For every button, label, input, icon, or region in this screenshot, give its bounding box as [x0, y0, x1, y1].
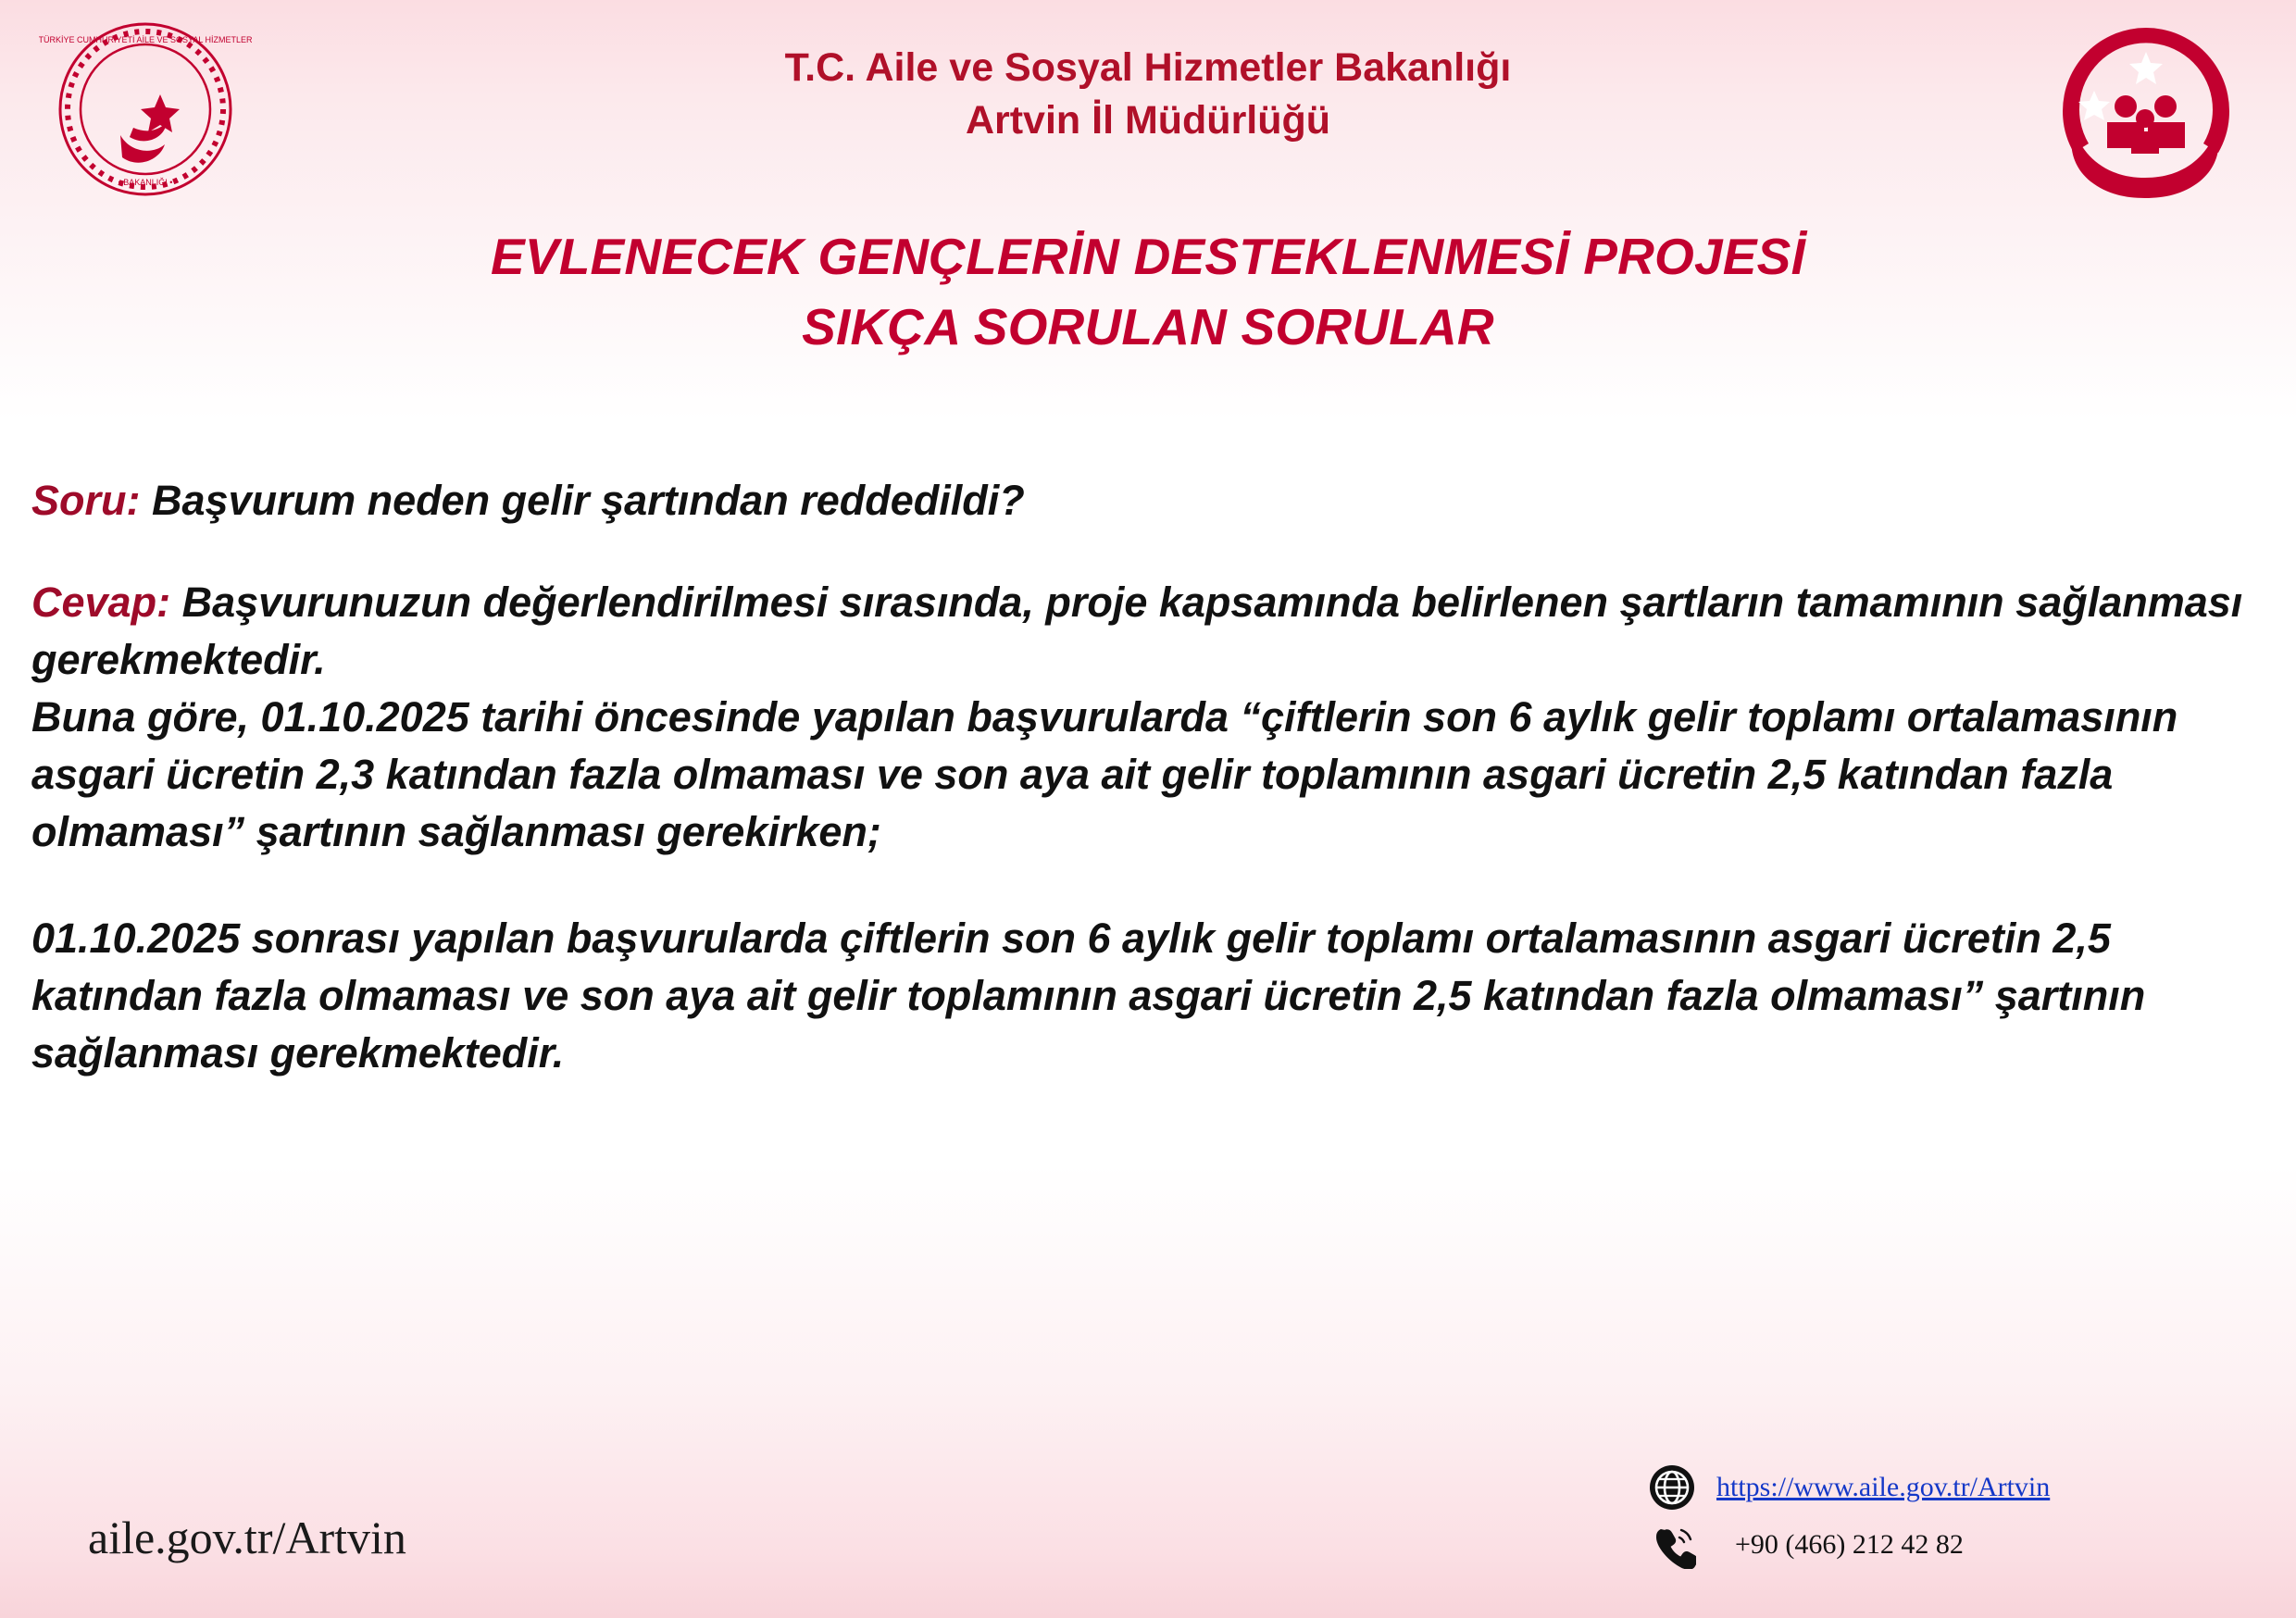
poster-header — [0, 0, 2296, 355]
question-answer-block — [31, 472, 2263, 1082]
footer-site-short: aile.gov.tr/Artvin — [88, 1512, 406, 1563]
svg-text:TÜRKİYE CUMHURİYETİ AİLE VE SO: TÜRKİYE CUMHURİYETİ AİLE VE SOSYAL HİZMETLER — [39, 35, 252, 44]
svg-text:• BAKANLIĞI •: • BAKANLIĞI • — [118, 178, 173, 187]
answer-label: Cevap: — [31, 579, 171, 627]
family-social-services-logo-icon — [2046, 19, 2245, 199]
website-link[interactable]: https://www.aile.gov.tr/Artvin — [1716, 1472, 2051, 1502]
faq-content — [31, 472, 2263, 1082]
phone-number: +90 (466) 212 42 82 — [1735, 1529, 1964, 1560]
answer-text-1: Başvurunuzun değerlendirilmesi sırasında, proje kapsamında belirlenen şartların tamamının sağlanması gerekmektedir. — [31, 579, 2243, 684]
answer-paragraph-3: 01.10.2025 sonrası yapılan başvurularda çiftlerin son 6 aylık gelir toplamı ortalamasının asgari ücretin 2,5 katından fazla olmaması ve son aya ait gelir toplamının asgari ücretin 2,5 katından fazla olmaması” şartının sağlanması gerekmektedir. — [31, 914, 2146, 1077]
page-title — [491, 222, 1805, 363]
answer-paragraph-2: Buna göre, 01.10.2025 tarihi öncesinde yapılan başvurularda “çiftlerin son 6 aylık gelir toplamı ortalamasının asgari ücretin 2,3 katından fazla olmaması ve son aya ait gelir toplamının asgari ücretin 2,5 katından fazla olmaması” şartının sağlanması gerekirken; — [31, 693, 2178, 856]
ministry-title-line2: Artvin İl Müdürlüğü — [965, 97, 1331, 143]
question-line — [31, 472, 2263, 529]
answer-paragraph-1 — [31, 574, 2263, 689]
page-title-line1: EVLENECEK GENÇLERİN DESTEKLENMESİ PROJESİ — [490, 228, 1806, 285]
contact-phone-row[interactable] — [1648, 1516, 2240, 1574]
ministry-title — [785, 42, 1512, 147]
question-text: Başvurum neden gelir şartından reddedildi? — [152, 477, 1025, 524]
turkish-ministry-emblem-icon — [39, 17, 252, 202]
page-title-line2: SIKÇA SORULAN SORULAR — [802, 297, 1494, 355]
ministry-title-line1: T.C. Aile ve Sosyal Hizmetler Bakanlığı — [784, 45, 1512, 90]
globe-icon — [1648, 1463, 1696, 1512]
footer-contact — [1648, 1459, 2240, 1574]
phone-icon — [1648, 1521, 1696, 1569]
question-label: Soru: — [31, 477, 141, 524]
contact-website-row[interactable] — [1648, 1459, 2240, 1516]
